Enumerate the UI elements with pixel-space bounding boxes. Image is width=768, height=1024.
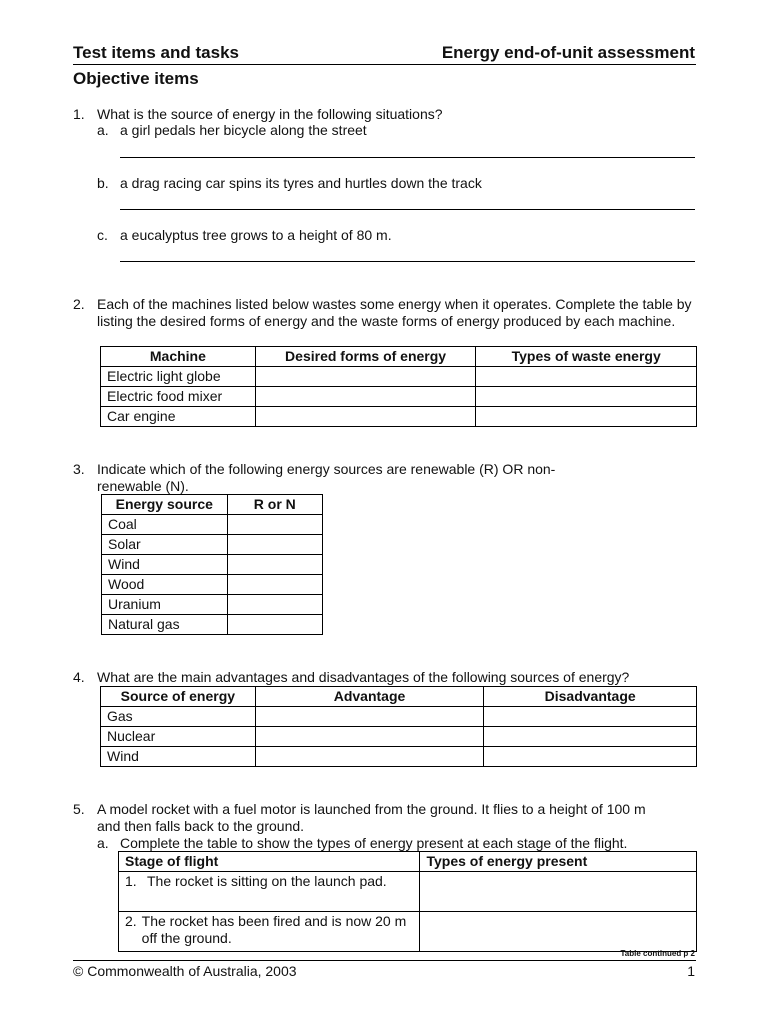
answer-cell[interactable] (420, 872, 697, 912)
part-text: a eucalyptus tree grows to a height of 80 m. (120, 227, 392, 243)
table-row (119, 872, 697, 912)
table-row (102, 575, 323, 595)
part-text: a girl pedals her bicycle along the street (120, 122, 367, 138)
row-label: Electric light globe (101, 367, 256, 387)
row-label: Nuclear (101, 727, 256, 747)
question-number: 2. (73, 296, 85, 312)
question-text: What are the main advantages and disadvantages of the following sources of energy? (97, 669, 630, 685)
answer-cell[interactable] (420, 912, 697, 952)
row-label: Car engine (101, 407, 256, 427)
table-row (102, 535, 323, 555)
page-number: 1 (687, 963, 695, 979)
answer-cell[interactable] (255, 747, 484, 767)
row-label: Natural gas (102, 615, 228, 635)
section-title: Objective items (73, 69, 199, 88)
question-number: 5. (73, 801, 85, 817)
question-text: Indicate which of the following energy sources are renewable (R) OR non-renewable (N). (97, 461, 556, 494)
answer-cell[interactable] (476, 367, 697, 387)
column-header: Disadvantage (484, 687, 697, 707)
row-label: Electric food mixer (101, 387, 256, 407)
part-label: b. (97, 175, 109, 191)
row-label: Uranium (102, 595, 228, 615)
answer-cell[interactable] (255, 407, 476, 427)
column-header: Types of waste energy (476, 347, 697, 367)
table-row (102, 595, 323, 615)
column-header: Machine (101, 347, 256, 367)
stage-cell (119, 912, 420, 952)
answer-cell[interactable] (255, 387, 476, 407)
table-header-row (102, 495, 323, 515)
answer-line[interactable] (120, 157, 695, 158)
question-text: What is the source of energy in the following situations? (97, 106, 443, 122)
part-text: Complete the table to show the types of energy present at each stage of the flight. (120, 835, 628, 851)
answer-cell[interactable] (227, 595, 322, 615)
part-label: c. (97, 227, 108, 243)
stage-cell (119, 872, 420, 912)
table-row (101, 727, 697, 747)
table-header-row (101, 687, 697, 707)
question-text: A model rocket with a fuel motor is launched from the ground. It flies to a height of 100 m and then falls back to the ground. (97, 801, 646, 834)
answer-line[interactable] (120, 261, 695, 262)
column-header: R or N (227, 495, 322, 515)
answer-cell[interactable] (227, 615, 322, 635)
question-number: 1. (73, 106, 85, 122)
stage-number: 1. (125, 873, 137, 889)
part-label: a. (97, 835, 109, 851)
answer-cell[interactable] (227, 575, 322, 595)
column-header: Types of energy present (420, 852, 697, 872)
table-row (101, 747, 697, 767)
column-header: Desired forms of energy (255, 347, 476, 367)
table-row (102, 615, 323, 635)
part-label: a. (97, 122, 109, 138)
machines-table (100, 346, 697, 427)
column-header: Stage of flight (119, 852, 420, 872)
answer-line[interactable] (120, 209, 695, 210)
table-row (101, 387, 697, 407)
row-label: Solar (102, 535, 228, 555)
table-continued-note: Table continued p 2 (620, 949, 695, 958)
table-row (102, 555, 323, 575)
stage-number: 2. (125, 913, 137, 929)
copyright-text: © Commonwealth of Australia, 2003 (73, 963, 297, 979)
column-header: Source of energy (101, 687, 256, 707)
row-label: Wind (101, 747, 256, 767)
table-row (101, 407, 697, 427)
row-label: Coal (102, 515, 228, 535)
document-header-right: Energy end-of-unit assessment (441, 43, 695, 62)
header-divider (73, 64, 696, 65)
document-header-left: Test items and tasks (73, 43, 239, 62)
table-row (119, 912, 697, 952)
table-row (102, 515, 323, 535)
table-header-row (119, 852, 697, 872)
question-number: 4. (73, 669, 85, 685)
table-row (101, 707, 697, 727)
answer-cell[interactable] (484, 727, 697, 747)
question-number: 3. (73, 461, 85, 477)
question-text: Each of the machines listed below wastes some energy when it operates. Complete the table by listing the desired forms of energy and the waste forms of energy produced by each machine. (97, 296, 692, 329)
table-header-row (101, 347, 697, 367)
row-label: Gas (101, 707, 256, 727)
rocket-stages-table (118, 851, 697, 952)
column-header: Advantage (255, 687, 484, 707)
table-row (101, 367, 697, 387)
answer-cell[interactable] (227, 555, 322, 575)
footer-divider (73, 960, 696, 961)
stage-text: The rocket has been fired and is now 20 m off the ground. (141, 913, 407, 946)
row-label: Wind (102, 555, 228, 575)
stage-text: The rocket is sitting on the launch pad. (147, 873, 387, 889)
answer-cell[interactable] (255, 367, 476, 387)
answer-cell[interactable] (255, 707, 484, 727)
answer-cell[interactable] (227, 515, 322, 535)
energy-sources-table (101, 494, 323, 635)
column-header: Energy source (102, 495, 228, 515)
answer-cell[interactable] (255, 727, 484, 747)
answer-cell[interactable] (484, 747, 697, 767)
part-text: a drag racing car spins its tyres and hurtles down the track (120, 175, 482, 191)
advantages-table (100, 686, 697, 767)
answer-cell[interactable] (484, 707, 697, 727)
answer-cell[interactable] (476, 407, 697, 427)
answer-cell[interactable] (227, 535, 322, 555)
row-label: Wood (102, 575, 228, 595)
answer-cell[interactable] (476, 387, 697, 407)
